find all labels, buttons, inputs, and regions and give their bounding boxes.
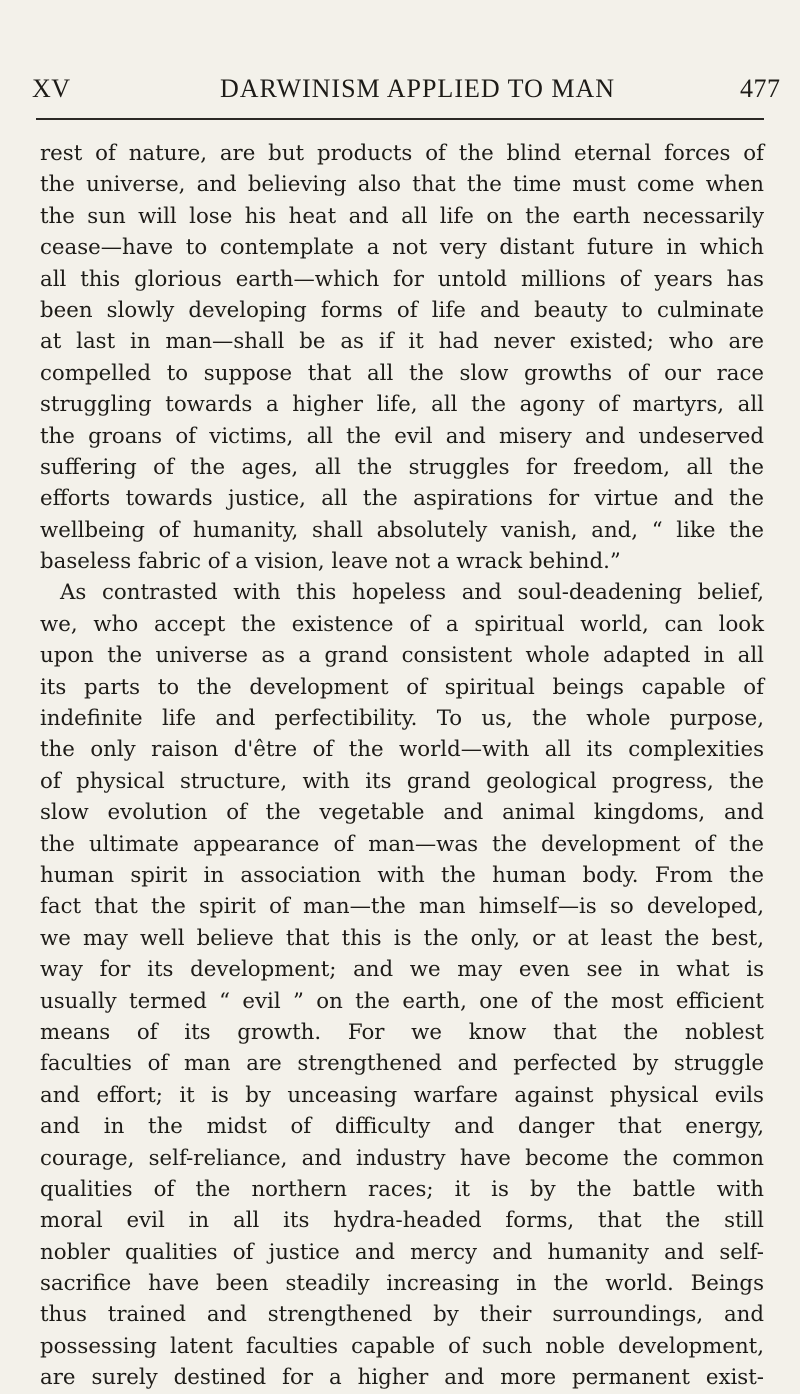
text-line: possessing latent faculties capable of such noble development,	[40, 1333, 764, 1359]
text-line: wellbeing of humanity, shall absolutely vanish, and, “ like the	[40, 517, 764, 543]
text-line: compelled to suppose that all the slow growths of our race	[40, 360, 764, 386]
text-line: we may well believe that this is the only, or at least the best,	[40, 925, 764, 951]
page-header	[0, 74, 800, 104]
text-line: baseless fabric of a vision, leave not a wrack behind.”	[40, 549, 621, 575]
body-text	[40, 138, 764, 1394]
text-line: its parts to the development of spiritual beings capable of	[40, 674, 764, 700]
text-line: are surely destined for a higher and more permanent exist-	[40, 1365, 764, 1391]
text-line: fact that the spirit of man—the man himself—is so developed,	[40, 894, 764, 920]
text-line: qualities of the northern races; it is by the battle with	[40, 1176, 764, 1202]
text-line: we, who accept the existence of a spiritual world, can look	[40, 611, 764, 637]
text-line: As contrasted with this hopeless and soul-deadening belief,	[60, 580, 764, 606]
text-line: the sun will lose his heat and all life on the earth necessarily	[40, 203, 764, 229]
text-line: struggling towards a higher life, all the agony of martyrs, all	[40, 392, 764, 418]
text-line: slow evolution of the vegetable and animal kingdoms, and	[40, 800, 764, 826]
text-line: moral evil in all its hydra-headed forms, that the still	[40, 1208, 764, 1234]
text-line: at last in man—shall be as if it had never existed; who are	[40, 329, 764, 355]
text-line: the groans of victims, all the evil and misery and undeserved	[40, 423, 764, 449]
text-line: faculties of man are strengthened and perfected by struggle	[40, 1051, 764, 1077]
text-line: usually termed “ evil ” on the earth, one of the most efficient	[40, 988, 764, 1014]
text-line: cease—have to contemplate a not very distant future in which	[40, 235, 764, 261]
text-line: upon the universe as a grand consistent whole adapted in all	[40, 643, 764, 669]
text-line: suffering of the ages, all the struggles for freedom, all the	[40, 454, 764, 480]
text-line: of physical structure, with its grand geological progress, the	[40, 768, 764, 794]
header-rule	[36, 118, 764, 120]
text-line: all this glorious earth—which for untold millions of years has	[40, 266, 764, 292]
text-line: the universe, and believing also that the time must come when	[40, 172, 764, 198]
text-line: been slowly developing forms of life and beauty to culminate	[40, 297, 764, 323]
text-line: and in the midst of difficulty and danger that energy,	[40, 1114, 764, 1140]
text-line: means of its growth. For we know that the noblest	[40, 1019, 764, 1045]
running-title: DARWINISM APPLIED TO MAN	[220, 74, 616, 103]
text-line: rest of nature, are but products of the blind eternal forces of	[40, 141, 764, 166]
text-line: courage, self-reliance, and industry have become the common	[40, 1145, 764, 1171]
text-line: nobler qualities of justice and mercy and humanity and self-	[40, 1239, 764, 1265]
text-line: sacrifice have been steadily increasing in the world. Beings	[40, 1271, 764, 1297]
page-number: 477	[740, 74, 781, 103]
text-line: way for its development; and we may even see in what is	[40, 957, 764, 983]
text-line: indefinite life and perfectibility. To us, the whole purpose,	[40, 706, 764, 732]
text-line: human spirit in association with the human body. From the	[40, 862, 764, 888]
text-line: and effort; it is by unceasing warfare against physical evils	[40, 1082, 764, 1108]
text-line: thus trained and strengthened by their surroundings, and	[40, 1302, 764, 1328]
text-line: efforts towards justice, all the aspirations for virtue and the	[40, 486, 764, 512]
text-line: the only raison d'être of the world—with all its complexities	[40, 737, 764, 763]
text-line: the ultimate appearance of man—was the development of the	[40, 831, 764, 857]
chapter-number: XV	[32, 74, 71, 103]
